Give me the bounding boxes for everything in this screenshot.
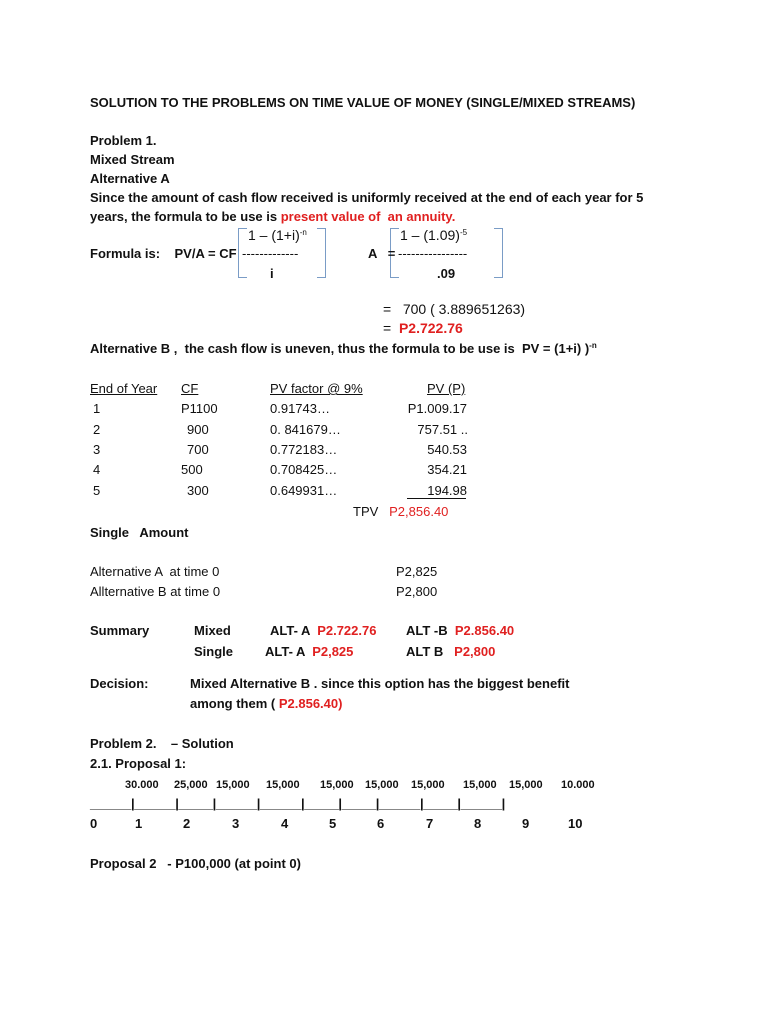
- alt-a-description-line2: years, the formula to be use is present value of an annuity.: [90, 209, 456, 224]
- col-header-pv-factor: PV factor @ 9%: [270, 381, 363, 396]
- formula-dash-right: ----------------: [398, 246, 468, 261]
- right-bracket-close: [494, 228, 503, 278]
- timeline-point: 0: [90, 816, 98, 831]
- summary-single: Single: [194, 644, 234, 659]
- summary-alt-a-single: ALT- A P2,825: [265, 644, 354, 659]
- cashflow-amount: 15,000: [509, 779, 543, 791]
- alt-a-result: P2.722.76: [398, 320, 463, 336]
- timeline-point: 3: [232, 816, 240, 831]
- cashflow-amount: 15,000: [320, 779, 354, 791]
- cashflow-amount: 15,000: [365, 779, 399, 791]
- cashflow-amount: 10.000: [561, 779, 595, 791]
- cashflow-amount: 30.000: [125, 779, 159, 791]
- formula-numerator-right: $1 - (1.09)^{-5}$: [400, 227, 468, 243]
- cashflow-amount: 15,000: [411, 779, 445, 791]
- alternative-a-heading: Alternative A: [90, 171, 170, 186]
- left-bracket-close: [317, 228, 326, 278]
- problem1-heading: Problem 1.: [90, 133, 157, 148]
- summary-alt-b-single: ALT B P2,800: [406, 644, 496, 659]
- formula-dash-left: -------------: [242, 246, 299, 261]
- summary-mixed: Mixed: [194, 623, 231, 638]
- tpv-row: TPV P2,856.40: [353, 504, 449, 519]
- cashflow-amount: 15,000: [216, 779, 250, 791]
- timeline-point: 10: [568, 816, 583, 831]
- timeline-point: 6: [377, 816, 385, 831]
- decision-line2: among them ( P2.856.40): [190, 696, 343, 711]
- timeline-point: 8: [474, 816, 482, 831]
- cashflow-amount: 15,000: [463, 779, 497, 791]
- col-header-pv: PV (P): [427, 381, 466, 396]
- problem2-heading: Problem 2. – Solution: [90, 736, 234, 751]
- decision-line1: Mixed Alternative B . since this option has the biggest benefit: [190, 676, 570, 691]
- tpv-value: P2,856.40: [389, 504, 449, 519]
- single-alt-a-label: Alternative A at time 0: [90, 564, 220, 579]
- formula-a-equals: A =: [368, 246, 396, 261]
- summary-label: Summary: [90, 623, 150, 638]
- col-header-year: End of Year: [90, 381, 158, 396]
- formula-label: Formula is: PV/A = CF: [90, 246, 237, 261]
- cashflow-timeline: ______|______|_____|______|______|_____|_____|______|_____|______|: [90, 796, 505, 811]
- timeline-point: 2: [183, 816, 191, 831]
- formula-calc-line1: = 700 ( 3.889651263): [383, 301, 526, 317]
- alternative-b-text: Alternative B , the cash flow is uneven, thus the formula to be use is PV = (1+i) )$^{-n}$: [90, 341, 597, 356]
- summary-alt-b-mixed: ALT -B P2.856.40: [406, 623, 515, 638]
- annuity-highlight: present value of an annuity.: [280, 209, 456, 224]
- mixed-stream-heading: Mixed Stream: [90, 152, 175, 167]
- single-alt-b-label: Allternative B at time 0: [90, 584, 221, 599]
- timeline-point: 9: [522, 816, 530, 831]
- proposal2-text: Proposal 2 - P100,000 (at point 0): [90, 856, 301, 871]
- single-amount-heading: Single Amount: [90, 525, 189, 540]
- timeline-point: 1: [135, 816, 143, 831]
- single-alt-b-value: P2,800: [396, 584, 438, 599]
- formula-numerator-left: $1 - (1+i)^{-n}$: [248, 227, 307, 243]
- formula-denominator-right: .09: [437, 266, 456, 281]
- page-title: SOLUTION TO THE PROBLEMS ON TIME VALUE OF MONEY (SINGLE/MIXED STREAMS): [90, 95, 636, 110]
- timeline-point: 5: [329, 816, 337, 831]
- decision-label: Decision:: [90, 676, 149, 691]
- formula-denominator-left: i: [270, 266, 274, 281]
- proposal1-heading: 2.1. Proposal 1:: [90, 756, 187, 771]
- col-header-cf: CF: [181, 381, 199, 396]
- alt-a-description-line1: Since the amount of cash flow received is uniformly received at the end of each year for 5: [90, 190, 644, 205]
- summary-alt-a-mixed: ALT- A P2.722.76: [270, 623, 377, 638]
- total-underline: [407, 498, 466, 499]
- formula-calc-line2: = P2.722.76: [383, 320, 463, 336]
- cashflow-amount: 25,000: [174, 779, 208, 791]
- cashflow-amount: 15,000: [266, 779, 300, 791]
- single-alt-a-value: P2,825: [396, 564, 438, 579]
- timeline-point: 4: [281, 816, 289, 831]
- timeline-point: 7: [426, 816, 434, 831]
